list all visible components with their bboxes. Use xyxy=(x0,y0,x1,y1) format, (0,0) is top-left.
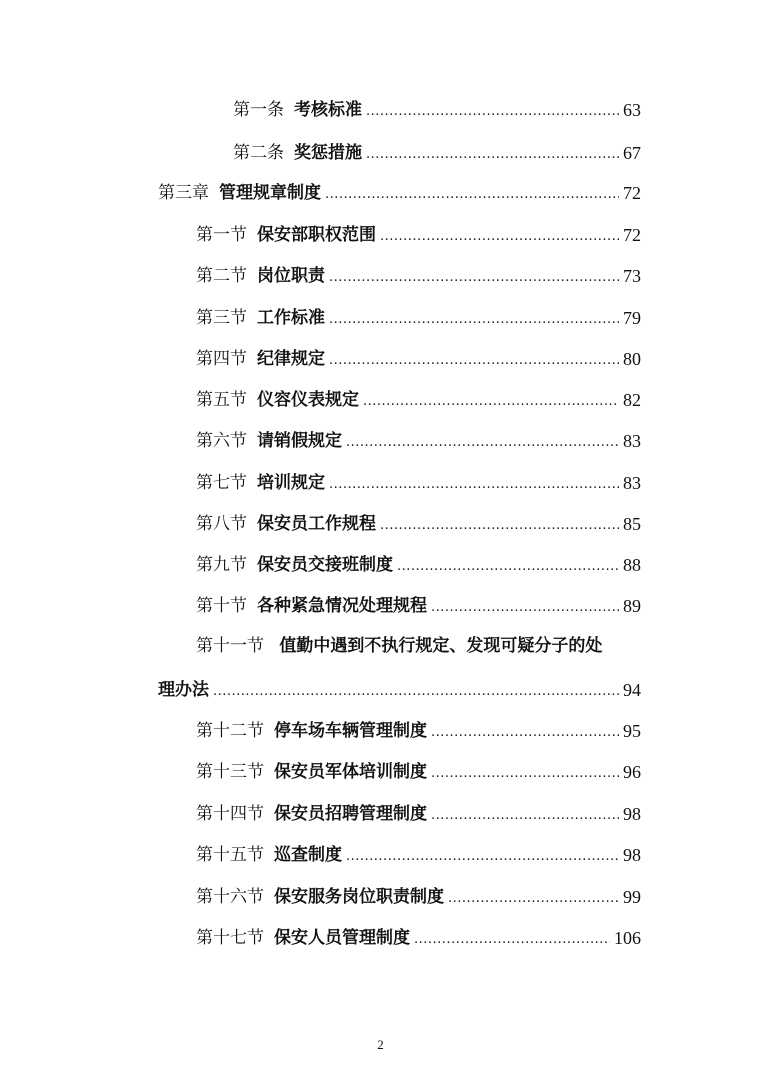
toc-entry-number: 第六节 xyxy=(196,431,247,451)
toc-entry[interactable] xyxy=(233,96,641,124)
toc-entry-title: 管理规章制度 xyxy=(219,183,321,203)
toc-entry-page: 80 xyxy=(623,349,641,369)
toc-entry[interactable] xyxy=(196,883,641,911)
toc-entry-wrapped-continuation[interactable] xyxy=(158,676,641,704)
toc-dot-leader xyxy=(213,678,619,706)
toc-entry[interactable] xyxy=(196,800,641,828)
toc-entry-title: 保安服务岗位职责制度 xyxy=(274,887,444,907)
toc-dot-leader xyxy=(380,512,619,540)
toc-dot-leader xyxy=(346,843,619,871)
toc-entry[interactable] xyxy=(196,262,641,290)
toc-dot-leader xyxy=(366,98,619,126)
toc-dot-leader xyxy=(380,223,619,251)
toc-entry-page: 72 xyxy=(623,225,641,245)
toc-dot-leader xyxy=(329,306,619,334)
toc-entry[interactable] xyxy=(196,510,641,538)
toc-entry-number: 第二条 xyxy=(233,143,284,163)
toc-entry-page: 82 xyxy=(623,390,641,410)
toc-entry-page: 67 xyxy=(623,143,641,163)
toc-dot-leader xyxy=(329,264,619,292)
toc-entry-page: 96 xyxy=(623,762,641,782)
toc-entry-page: 98 xyxy=(623,845,641,865)
toc-entry-number: 第九节 xyxy=(196,555,247,575)
toc-entry-page: 85 xyxy=(623,514,641,534)
toc-entry-number: 第五节 xyxy=(196,390,247,410)
toc-entry-page: 106 xyxy=(614,928,641,948)
toc-entry-title: 请销假规定 xyxy=(257,431,342,451)
toc-entry[interactable] xyxy=(196,304,641,332)
toc-entry-title: 奖惩措施 xyxy=(294,143,362,163)
toc-entry-number: 第十七节 xyxy=(196,928,264,948)
toc-entry-number: 第三节 xyxy=(196,308,247,328)
page-number: 2 xyxy=(377,1037,384,1052)
toc-entry-title: 培训规定 xyxy=(257,473,325,493)
toc-entry[interactable] xyxy=(196,924,641,952)
toc-entry-title: 考核标准 xyxy=(294,100,362,120)
toc-entry[interactable] xyxy=(196,345,641,373)
toc-entry-number: 第二节 xyxy=(196,266,247,286)
toc-entry-page: 63 xyxy=(623,100,641,120)
toc-entry-title: 各种紧急情况处理规程 xyxy=(257,596,427,616)
toc-entry-title-continuation: 理办法 xyxy=(158,680,209,700)
toc-entry-wrapped-first-line[interactable] xyxy=(196,632,602,660)
toc-entry[interactable] xyxy=(196,841,641,869)
toc-entry-number: 第一节 xyxy=(196,225,247,245)
toc-dot-leader xyxy=(325,181,619,209)
toc-entry-number: 第十四节 xyxy=(196,804,264,824)
toc-entry[interactable] xyxy=(196,469,641,497)
toc-entry-page: 88 xyxy=(623,555,641,575)
toc-entry-title: 岗位职责 xyxy=(257,266,325,286)
toc-entry-page: 83 xyxy=(623,431,641,451)
toc-entry-number: 第三章 xyxy=(158,183,209,203)
toc-dot-leader xyxy=(431,594,619,622)
toc-dot-leader xyxy=(431,719,619,747)
toc-entry-number: 第八节 xyxy=(196,514,247,534)
toc-entry-number: 第七节 xyxy=(196,473,247,493)
toc-entry-title: 停车场车辆管理制度 xyxy=(274,721,427,741)
toc-entry-page: 83 xyxy=(623,473,641,493)
toc-entry-title: 值勤中遇到不执行规定、发现可疑分子的处 xyxy=(279,636,603,656)
toc-dot-leader xyxy=(366,141,619,169)
toc-dot-leader xyxy=(448,885,619,913)
toc-dot-leader xyxy=(346,429,619,457)
toc-entry[interactable] xyxy=(196,386,641,414)
toc-entry-number: 第十二节 xyxy=(196,721,264,741)
toc-entry-page: 98 xyxy=(623,804,641,824)
toc-entry-page: 89 xyxy=(623,596,641,616)
toc-entry[interactable] xyxy=(233,139,641,167)
toc-entry[interactable] xyxy=(196,551,641,579)
toc-entry-number: 第十节 xyxy=(196,596,247,616)
toc-entry-title: 保安员招聘管理制度 xyxy=(274,804,427,824)
toc-entry-title: 保安员工作规程 xyxy=(257,514,376,534)
toc-dot-leader xyxy=(431,802,619,830)
toc-entry-page: 94 xyxy=(623,680,641,700)
toc-entry[interactable] xyxy=(196,427,641,455)
toc-dot-leader xyxy=(329,471,619,499)
toc-entry-title: 工作标准 xyxy=(257,308,325,328)
toc-entry-number: 第一条 xyxy=(233,100,284,120)
toc-entry-title: 纪律规定 xyxy=(257,349,325,369)
toc-entry-title: 保安员军体培训制度 xyxy=(274,762,427,782)
toc-entry-title: 保安部职权范围 xyxy=(257,225,376,245)
toc-entry-title: 保安人员管理制度 xyxy=(274,928,410,948)
toc-entry-number: 第十三节 xyxy=(196,762,264,782)
toc-entry-page: 95 xyxy=(623,721,641,741)
toc-entry-number: 第十五节 xyxy=(196,845,264,865)
toc-entry[interactable] xyxy=(196,758,641,786)
toc-dot-leader xyxy=(414,926,610,954)
toc-entry-number: 第十六节 xyxy=(196,887,264,907)
toc-entry[interactable] xyxy=(196,592,641,620)
toc-dot-leader xyxy=(431,760,619,788)
toc-entry-page: 73 xyxy=(623,266,641,286)
toc-chapter-entry[interactable] xyxy=(158,179,641,207)
toc-dot-leader xyxy=(397,553,619,581)
toc-entry-number: 第四节 xyxy=(196,349,247,369)
toc-entry-title: 仪容仪表规定 xyxy=(257,390,359,410)
toc-entry-page: 79 xyxy=(623,308,641,328)
toc-entry-page: 72 xyxy=(623,183,641,203)
toc-entry[interactable] xyxy=(196,717,641,745)
toc-entry-title: 保安员交接班制度 xyxy=(257,555,393,575)
toc-entry-page: 99 xyxy=(623,887,641,907)
toc-dot-leader xyxy=(329,347,619,375)
toc-dot-leader xyxy=(363,388,619,416)
toc-entry[interactable] xyxy=(196,221,641,249)
toc-entry-title: 巡查制度 xyxy=(274,845,342,865)
toc-entry-number: 第十一节 xyxy=(196,636,264,656)
